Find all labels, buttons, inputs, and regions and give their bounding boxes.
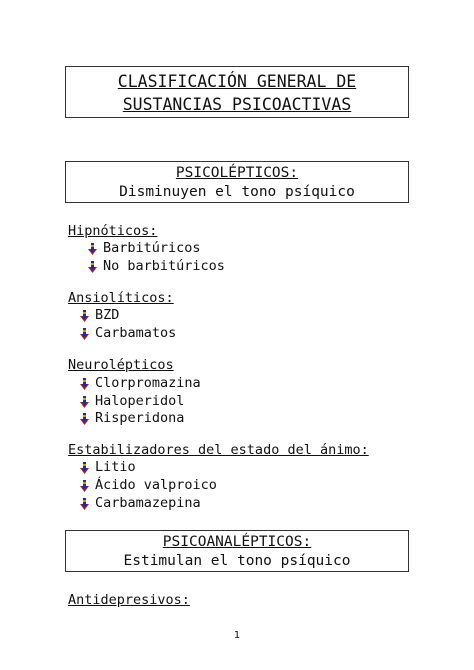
title-line-2: SUSTANCIAS PSICOACTIVAS [122, 95, 352, 114]
list-item [80, 410, 184, 427]
list-item-label: Risperidona [95, 410, 185, 426]
arrow-down-bullet-icon [80, 413, 89, 425]
list-item-label: BZD [95, 307, 120, 323]
section-subtitle: Disminuyen el tono psíquico [119, 184, 355, 200]
arrow-down-bullet-icon [80, 378, 89, 390]
arrow-down-bullet-icon [80, 328, 89, 340]
list-item-label: Barbitúricos [103, 240, 201, 256]
category-estabilizadores: Estabilizadores del estado del ánimo: [68, 442, 369, 458]
title-line-1: CLASIFICACIÓN GENERAL DE [117, 72, 357, 91]
list-item-label: Haloperidol [95, 393, 185, 409]
title-box [65, 66, 409, 118]
section-heading: PSICOANALÉPTICOS: [162, 534, 312, 550]
list-item [80, 307, 119, 324]
list-item [88, 240, 201, 257]
list-item [88, 258, 225, 275]
section-box-psicoanalepticos [65, 530, 409, 572]
list-item [80, 495, 201, 512]
section-box-psicolepticos [65, 161, 409, 203]
category-hipnoticos: Hipnóticos: [68, 223, 158, 239]
list-item [80, 325, 176, 342]
list-item-label: Ácido valproico [95, 477, 217, 493]
arrow-down-bullet-icon [80, 462, 89, 474]
category-neurolepticos: Neurolépticos [68, 357, 174, 373]
list-item-label: No barbitúricos [103, 258, 225, 274]
arrow-down-bullet-icon [88, 243, 97, 255]
list-item-label: Carbamazepina [95, 495, 201, 511]
list-item-label: Clorpromazina [95, 375, 201, 391]
list-item [80, 375, 201, 392]
list-item [80, 393, 184, 410]
list-item [80, 459, 136, 476]
list-item-label: Litio [95, 459, 136, 475]
section-subtitle: Estimulan el tono psíquico [123, 553, 351, 569]
list-item [80, 477, 217, 494]
arrow-down-bullet-icon [80, 480, 89, 492]
section-heading: PSICOLÉPTICOS: [175, 165, 299, 181]
arrow-down-bullet-icon [80, 310, 89, 322]
list-item-label: Carbamatos [95, 325, 177, 341]
category-antidepresivos: Antidepresivos: [68, 592, 190, 608]
page-number: 1 [233, 630, 241, 641]
arrow-down-bullet-icon [80, 396, 89, 408]
category-ansioliticos: Ansiolíticos: [68, 290, 174, 306]
arrow-down-bullet-icon [88, 261, 97, 273]
arrow-down-bullet-icon [80, 498, 89, 510]
